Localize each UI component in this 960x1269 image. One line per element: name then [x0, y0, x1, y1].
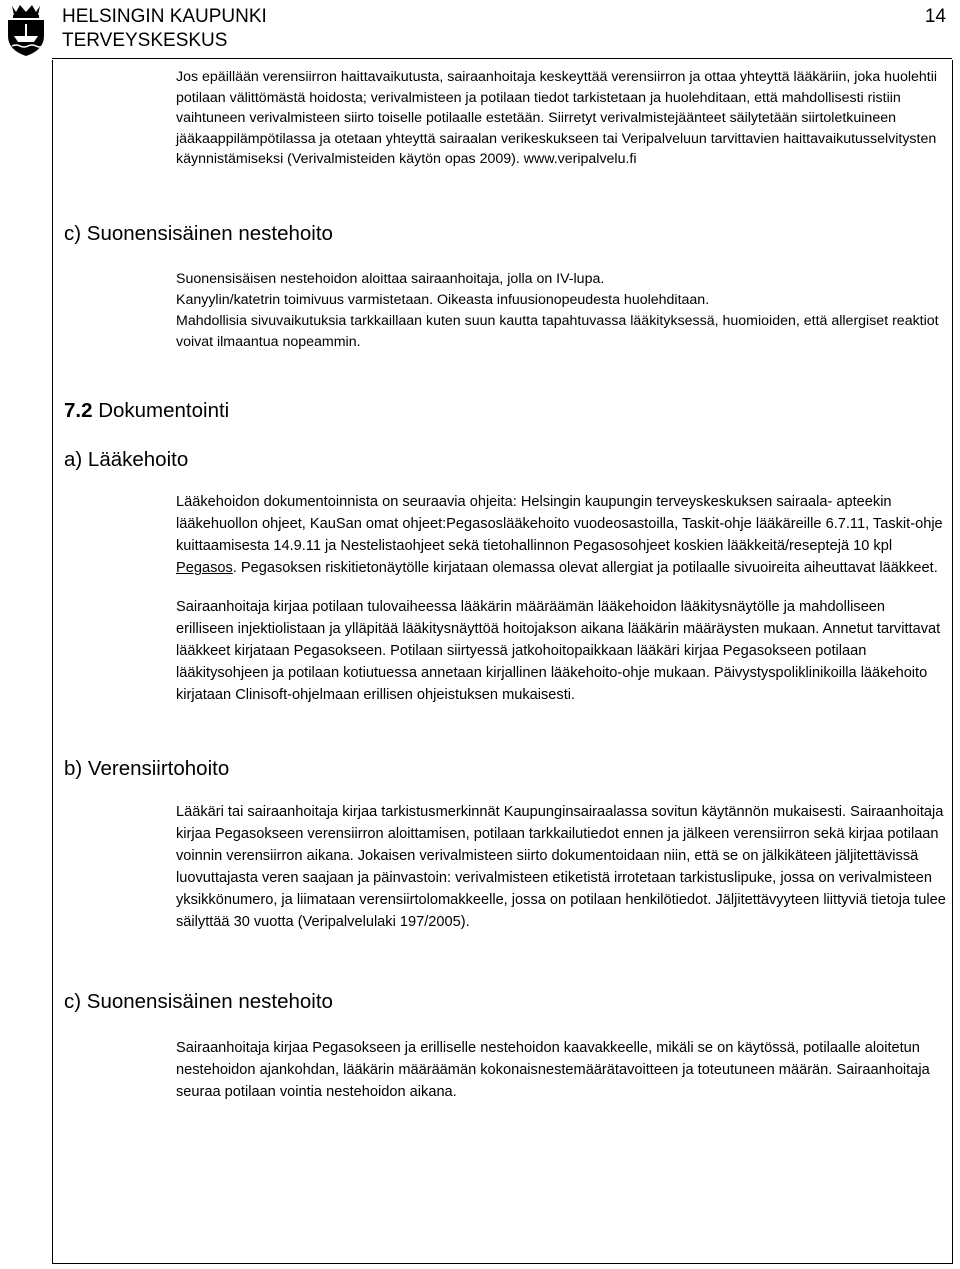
nestehoito-dokumentointi-paragraph: Sairaanhoitaja kirjaa Pegasokseen ja erilliselle nestehoidon kaavakkeelle, mikäli se on käytössä, potilaalle aloitetun nestehoidon ajankohdan, lääkärin määräämän kokonaisnestemäärätavoitteen ja toteutuneen määrän. Sairaanhoitaja seuraa potilaan vointia nestehoidon aikana.	[176, 1040, 930, 1100]
header-divider	[52, 58, 952, 59]
heading-verensiirtohoito: b) Verensiirtohoito	[64, 757, 230, 780]
page-header	[0, 0, 960, 60]
page-number: 14	[924, 6, 946, 27]
verensiirto-paragraph: Lääkäri tai sairaanhoitaja kirjaa tarkistusmerkinnät Kaupunginsairaalassa sovitun käytännön mukaisesti. Sairaanhoitaja kirjaa Pegasokseen verensiirron aloittamisen, potilaan tarkkailutiedot ennen ja jälkeen verensiirron sekä kirjaa potilaan voinnin verensiirron aikana. Jokaisen verivalmisteen siirto dokumentoidaan niin, että se on jälkikäteen jäljitettävissä luovuttajasta veren saajaan ja päinvastoin: verivalmisteen etiketistä irrotetaan tarkistuslipuke, jossa on verivalmisteen yksikkönumero, ja liimataan verensiirtolomakkeelle, jossa on potilaan henkilötiedot. Jäljitettävyyteen liittyviä tietoja tulee säilyttää 30 vuotta (Veripalvelulaki 197/2005).	[176, 804, 946, 930]
laakehoito-text-2: . Pegasoksen riskitietonäytölle kirjataan olemassa olevat allergiat ja potilaalle sivuoireita aiheuttavat lääkkeet.	[232, 560, 938, 576]
org-line-2: TERVEYSKESKUS	[62, 30, 228, 51]
laakehoito-paragraph-1	[176, 491, 946, 579]
heading-suonensisainen-nestehoito-1: c) Suonensisäinen nestehoito	[64, 222, 333, 245]
nestehoito-line-2: Kanyylin/katetrin toimivuus varmistetaan. Oikeasta infuusionopeudesta huolehditaan.	[176, 292, 710, 308]
laakehoito-text-1: Lääkehoidon dokumentoinnista on seuraavia ohjeita: Helsingin kaupungin terveyskeskuksen sairaala- apteekin lääkehuollon ohjeet, KauSan omat ohjeet:Pegasoslääkehoito vuodeosastoilla, Taskit-ohje lääkäreille 6.7.11, Taskit-ohje kuittaamisesta 14.9.11 ja Nestelistaohjeet sekä tietohallinnon Pegasosohjeet koskien lääkkeitä/reseptejä 10 kpl	[176, 494, 943, 554]
laakehoito-paragraph-2: Sairaanhoitaja kirjaa potilaan tulovaiheessa lääkärin määräämän lääkehoidon lääkitysnäytölle ja mahdolliseen erilliseen injektiolistaan ja ylläpitää lääkitysnäyttöä hoitojakson aikana lääkärin määräysten mukaan. Annetut tarvittavat lääkkeet kirjataan Pegasokseen. Potilaan siirtyessä jatkohoitopaikkaan lääkäri kirjaa Pegasokseen potilaan lääkitysohjeen ja potilaan kotiutuessa annetaan kirjallinen lääkehoito-ohje mukaan. Päivystyspoliklinikoilla lääkehoito kirjataan Clinisoft-ohjelmaan erillisen ohjeistuksen mukaisesti.	[176, 599, 941, 703]
heading-suonensisainen-nestehoito-2: c) Suonensisäinen nestehoito	[64, 990, 333, 1013]
org-line-1: HELSINGIN KAUPUNKI	[62, 6, 267, 27]
section-title: Dokumentointi	[92, 399, 230, 422]
heading-laakehoito: a) Lääkehoito	[64, 448, 189, 471]
organization-name	[62, 5, 267, 53]
section-heading-7-2	[64, 399, 229, 423]
intro-paragraph: Jos epäillään verensiirron haittavaikutusta, sairaanhoitaja keskeyttää verensiirron ja ottaa yhteyttä lääkäriin, joka huolehtii potilaan välittömästä hoidosta; verivalmisteen ja potilaan tiedot tarkistetaan ja huolehditaan, että mahdollisesti ristiin vaihtuneen verivalmisteen siirto toiselle potilaalle estetään. Siirretyt verivalmistejäänteet säilytetään siirtoletkuineen jääkaappilämpötilassa ja otetaan yhteyttä sairaalan verikeskukseen tai Veripalveluun tarvittavien haittavaikutusselvitysten käynnistämiseksi (Verivalmisteiden käytön opas 2009). www.veripalvelu.fi	[176, 69, 938, 168]
section-number: 7.2	[64, 399, 93, 422]
helsinki-crest-icon	[0, 2, 52, 58]
nestehoito-line-3: Mahdollisia sivuvaikutuksia tarkkaillaan kuten suun kautta tapahtuvassa lääkityksessä, huomioiden, että allergiset reaktiot voivat ilmaantua nopeammin.	[176, 313, 939, 350]
pegasos-link[interactable]: Pegasos	[176, 560, 233, 576]
nestehoito-line-1: Suonensisäisen nestehoidon aloittaa sairaanhoitaja, jolla on IV-lupa.	[176, 271, 605, 287]
